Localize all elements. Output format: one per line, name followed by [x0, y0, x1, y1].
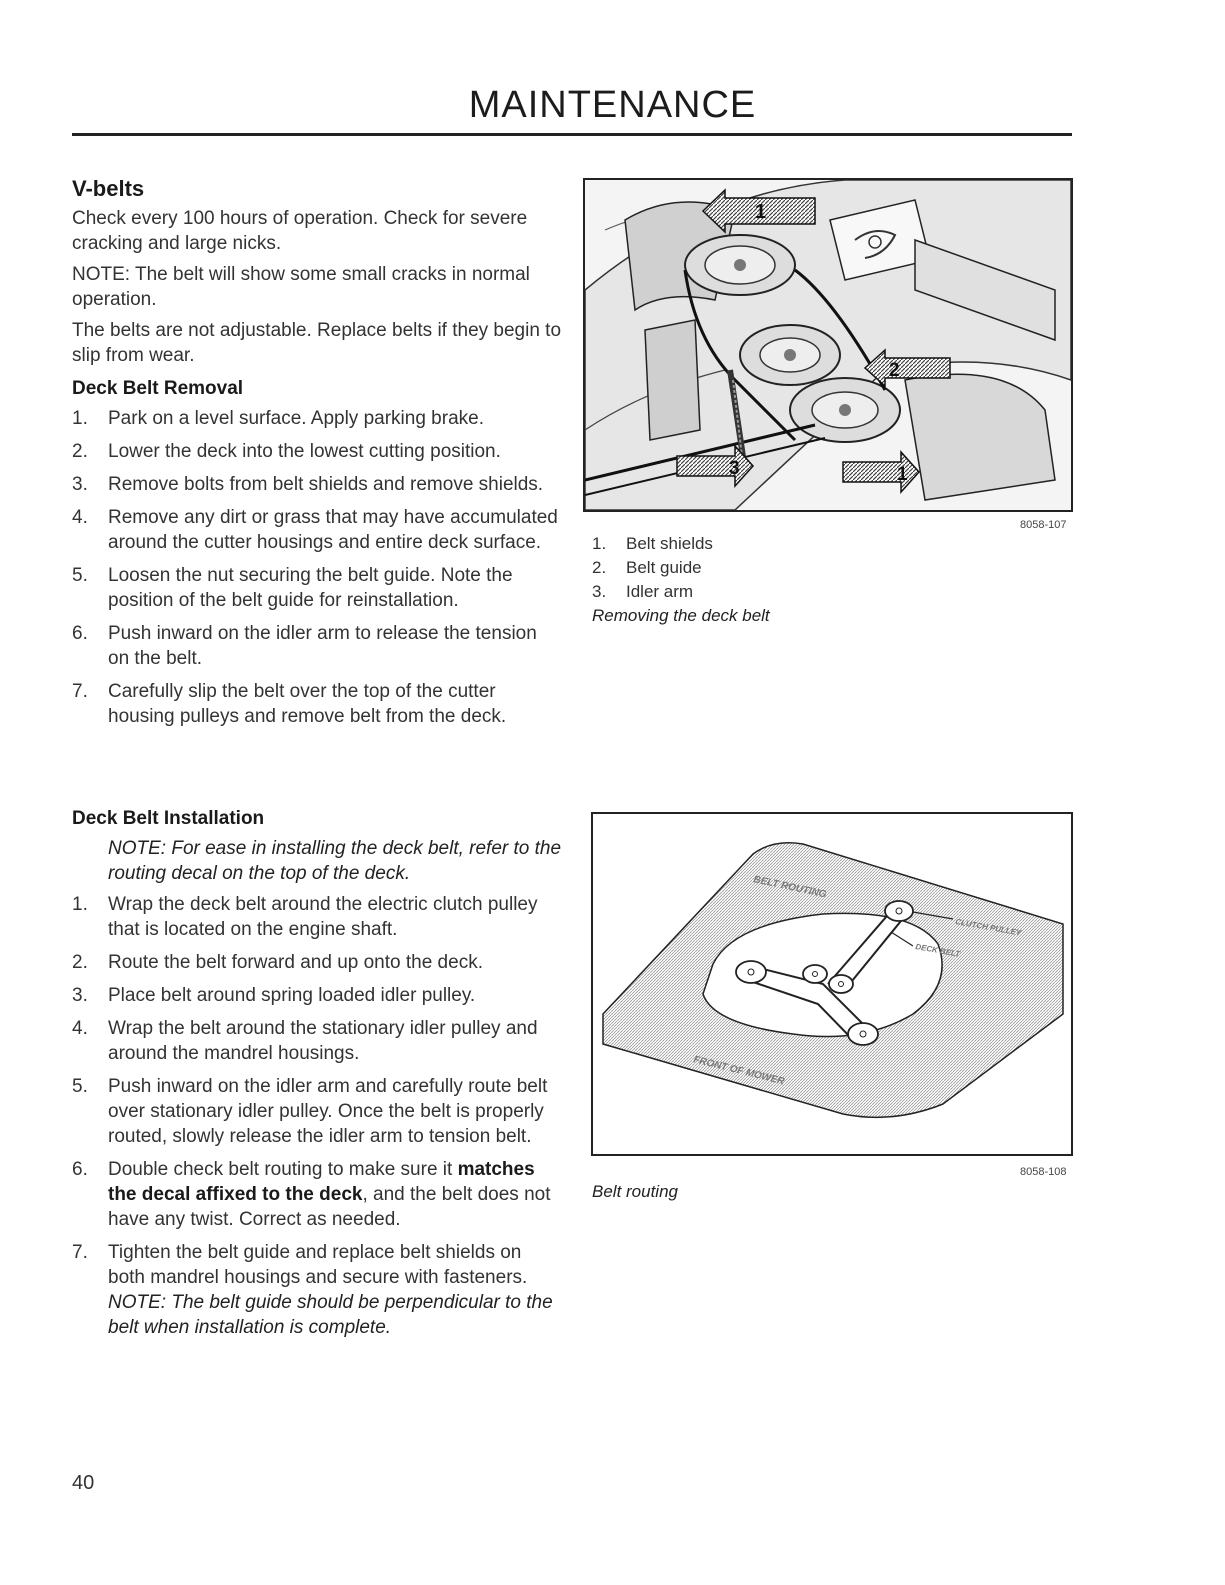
- step-number: 4.: [72, 507, 88, 528]
- list-item: [72, 950, 562, 975]
- legend-text: Idler arm: [626, 582, 694, 601]
- step-text: Carefully slip the belt over the top of the cutter housing pulleys and remove belt from the deck.: [108, 681, 507, 727]
- list-item: [72, 983, 562, 1008]
- legend-number: 2.: [592, 558, 607, 577]
- step-number: 1.: [72, 894, 88, 915]
- step-number: 7.: [72, 681, 88, 702]
- list-item: [72, 1157, 562, 1232]
- step-text: Wrap the deck belt around the electric clutch pulley that is located on the engine shaft.: [108, 894, 538, 940]
- deck-belt-figure: [583, 178, 1073, 512]
- legend-item: [592, 580, 770, 604]
- figure-caption: Removing the deck belt: [592, 606, 770, 625]
- step-number: 5.: [72, 1076, 88, 1097]
- step-text: Wrap the belt around the stationary idler pulley and around the mandrel housings.: [108, 1018, 538, 1064]
- decal-label-routing: BELT ROUTING: [752, 874, 828, 901]
- step-text: Push inward on the idler arm to release the tension on the belt.: [108, 623, 537, 669]
- figure-code: 8058-108: [1020, 1166, 1067, 1178]
- installation-steps: [72, 892, 562, 1340]
- step-text: Tighten the belt guide and replace belt shields on both mandrel housings and secure with fasteners.: [108, 1242, 528, 1288]
- step-number: 4.: [72, 1018, 88, 1039]
- step-text: Double check belt routing to make sure it: [108, 1159, 458, 1180]
- legend-item: [592, 532, 770, 556]
- figure-code: 8058-107: [1020, 519, 1067, 531]
- installation-section: [72, 808, 562, 1348]
- callout-label: 3: [729, 458, 740, 479]
- step-text: Remove any dirt or grass that may have accumulated around the cutter housings and entire deck surface.: [108, 507, 558, 553]
- list-item: [72, 505, 562, 555]
- page-title: MAINTENANCE: [468, 84, 757, 126]
- step-text: Loosen the nut securing the belt guide. Note the position of the belt guide for reinstallation.: [108, 565, 513, 611]
- step-text: Remove bolts from belt shields and remove shields.: [108, 474, 544, 495]
- figure-legend: [592, 532, 770, 628]
- vbelts-paragraph: The belts are not adjustable. Replace belts if they begin to slip from wear.: [72, 320, 562, 366]
- step-number: 1.: [72, 408, 88, 429]
- decal-label-clutch: CLUTCH PULLEY: [954, 917, 1022, 938]
- step-number: 6.: [72, 1159, 88, 1180]
- step-emphasis: matches the decal affixed to the deck: [108, 1159, 535, 1205]
- step-number: 2.: [72, 952, 88, 973]
- step-text: Lower the deck into the lowest cutting position.: [108, 441, 501, 462]
- legend-text: Belt guide: [626, 558, 702, 577]
- list-item: [72, 472, 562, 497]
- step-number: 2.: [72, 441, 88, 462]
- list-item: [72, 1240, 562, 1340]
- installation-note: NOTE: For ease in installing the deck belt, refer to the routing decal on the top of the deck.: [108, 838, 562, 884]
- list-item: [72, 406, 562, 431]
- deck-belt-illustration: [585, 180, 1071, 510]
- step-number: 3.: [72, 985, 88, 1006]
- step-text: Place belt around spring loaded idler pulley.: [108, 985, 476, 1006]
- installation-heading: Deck Belt Installation: [72, 808, 265, 829]
- step-number: 3.: [72, 474, 88, 495]
- belt-routing-figure: [591, 812, 1073, 1156]
- step-note: NOTE: The belt guide should be perpendicular to the belt when installation is complete.: [108, 1292, 553, 1338]
- removal-steps: [72, 406, 562, 729]
- list-item: [72, 679, 562, 729]
- legend-number: 1.: [592, 534, 607, 553]
- decal-label-deck-belt: DECK BELT: [914, 942, 961, 959]
- list-item: [72, 439, 562, 464]
- figure-caption: Belt routing: [592, 1182, 678, 1201]
- list-item: [72, 621, 562, 671]
- vbelts-paragraph: Check every 100 hours of operation. Check for severe cracking and large nicks.: [72, 208, 528, 254]
- title-divider: [72, 133, 1072, 136]
- decal-label-front: FRONT OF MOWER: [692, 1054, 786, 1088]
- step-text: Route the belt forward and up onto the deck.: [108, 952, 483, 973]
- legend-item: [592, 556, 770, 580]
- step-text: Park on a level surface. Apply parking brake.: [108, 408, 484, 429]
- step-text: , and the belt does not have any twist. Correct as needed.: [108, 1184, 551, 1230]
- belt-routing-illustration: [593, 814, 1071, 1154]
- step-text: Push inward on the idler arm and carefully route belt over stationary idler pulley. Once the belt is properly routed, slowly release the idler arm to tension belt.: [108, 1076, 548, 1147]
- list-item: [72, 563, 562, 613]
- callout-label: 1: [755, 201, 767, 223]
- list-item: [72, 892, 562, 942]
- step-number: 5.: [72, 565, 88, 586]
- legend-text: Belt shields: [626, 534, 713, 553]
- removal-heading: Deck Belt Removal: [72, 378, 244, 399]
- page-number: 40: [72, 1472, 95, 1494]
- list-item: [72, 1016, 562, 1066]
- callout-label: 2: [889, 360, 900, 381]
- vbelts-section: [72, 176, 562, 737]
- list-item: [72, 1074, 562, 1149]
- step-number: 7.: [72, 1242, 88, 1263]
- legend-number: 3.: [592, 582, 607, 601]
- step-number: 6.: [72, 623, 88, 644]
- callout-label: 1: [897, 464, 908, 485]
- vbelts-note: NOTE: The belt will show some small cracks in normal operation.: [72, 264, 530, 310]
- vbelts-heading: V-belts: [72, 176, 145, 201]
